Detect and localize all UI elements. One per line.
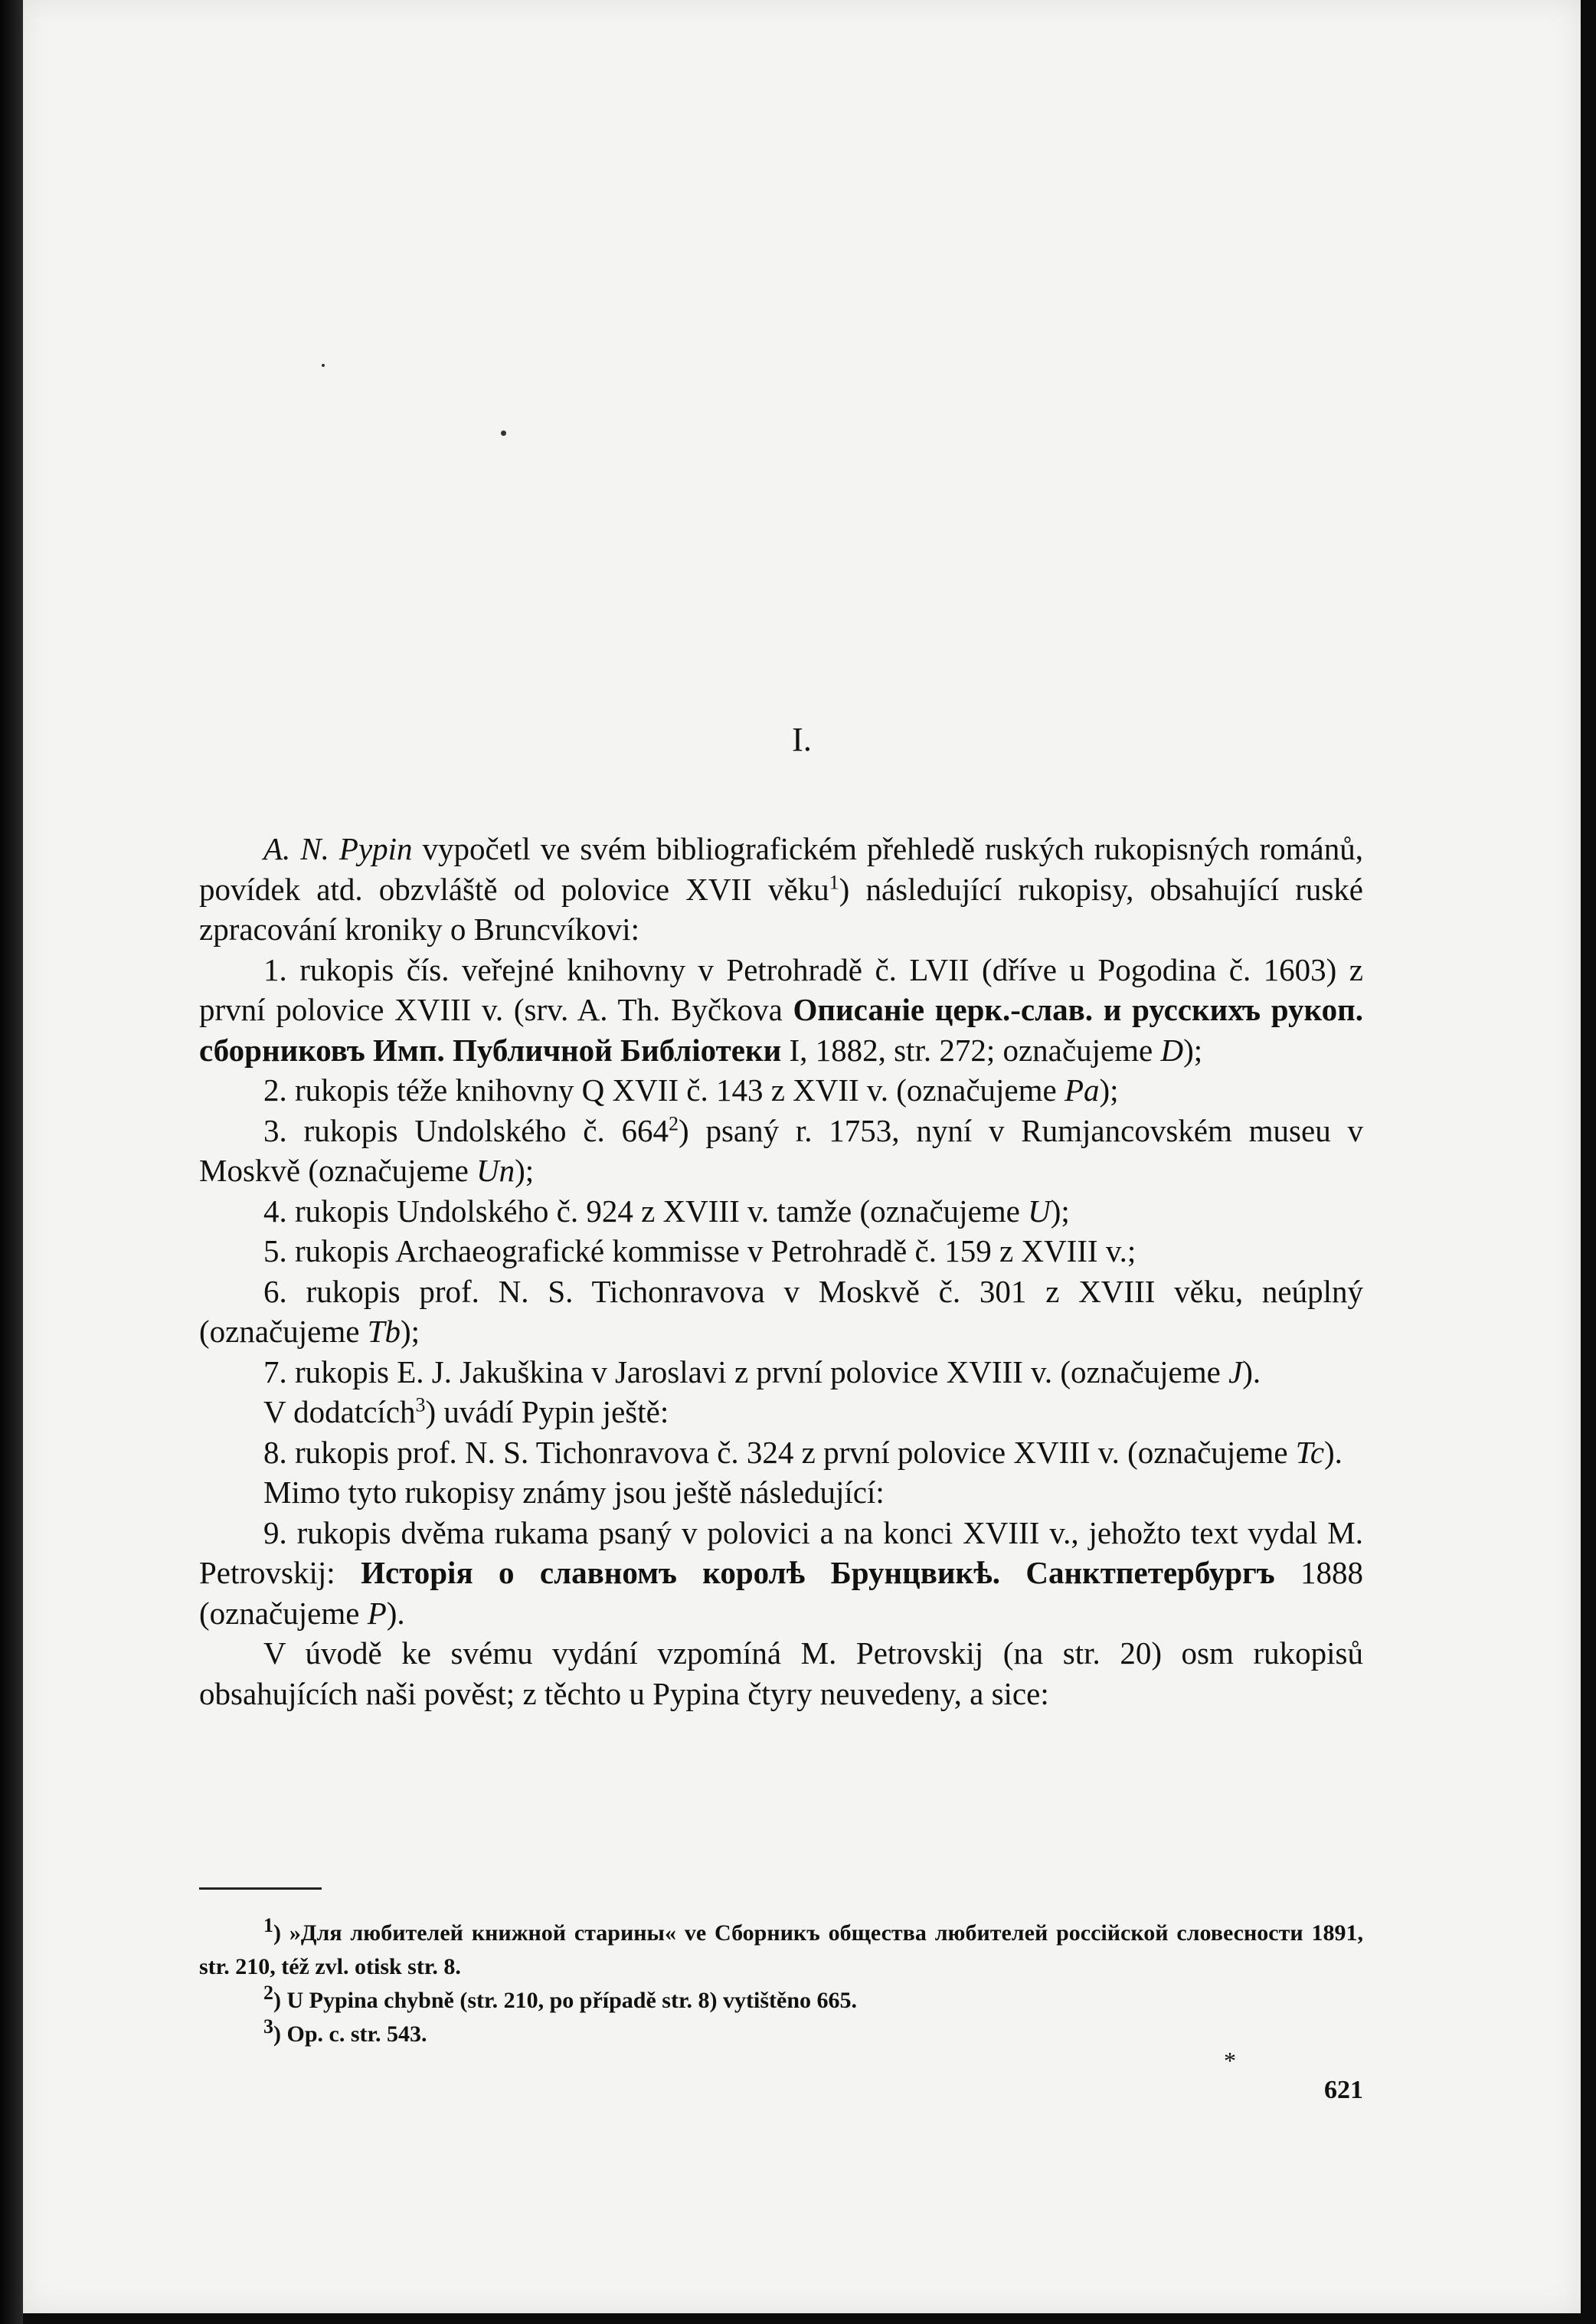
cyrillic-title: Описаніе церк.-слав. и русскихъ рукоп. сборниковъ Имп. Публичной Библіотеки bbox=[199, 992, 1363, 1068]
footnotes bbox=[199, 1916, 1363, 2051]
scan-speck bbox=[322, 364, 325, 367]
footnote-2: $^2$) U Pypina chybně (str. 210, po případě str. 8) vytištěno 665. bbox=[263, 1982, 857, 2013]
list-item: 9. rukopis dvěma rukama psaný v polovici a na konci XVIII v., jehožto text vydal M. Petrovskij: Исторія о славномъ королѣ Брунцвикѣ. Санктпетербургъ 1888 (označujeme P). bbox=[199, 1514, 1363, 1631]
footnote-ref: 3 bbox=[415, 1393, 426, 1416]
document-page bbox=[23, 0, 1581, 2313]
list-item: 6. rukopis prof. N. S. Tichonravova v Moskvě č. 301 z XVIII věku, neúplný (označujeme Tb); bbox=[199, 1273, 1363, 1349]
footnote-3: $^3$) Op. c. str. 543. bbox=[263, 2015, 427, 2047]
section-title: I. bbox=[792, 721, 812, 758]
list-item: 4. rukopis Undolského č. 924 z XVIII v. tamže (označujeme U); bbox=[263, 1193, 1070, 1229]
paragraph-dodatky: V dodatcích$^3$) uvádí Pypin ještě: bbox=[263, 1393, 669, 1429]
siglum: P bbox=[367, 1595, 387, 1631]
siglum: Tc bbox=[1295, 1434, 1325, 1470]
paragraph-intro: A. N. Pypin vypočetl ve svém bibliografickém přehledě ruských rukopisných románů, povídek atd. obzvláště od polovice XVII věku$^1$) následující rukopisy, obsahující ruské zpracování kroniky o Bruncvíkovi: bbox=[199, 831, 1363, 947]
paragraph-mimo: Mimo tyto rukopisy známy jsou ještě následující: bbox=[263, 1475, 885, 1510]
footnote-mark: 3 bbox=[263, 2015, 273, 2038]
siglum: Pa bbox=[1064, 1072, 1100, 1108]
siglum: J bbox=[1228, 1353, 1243, 1389]
list-item: 2. rukopis téže knihovny Q XVII č. 143 z XVII v. (označujeme Pa); bbox=[263, 1072, 1119, 1108]
scan-left-edge bbox=[0, 0, 23, 2324]
siglum: D bbox=[1160, 1032, 1184, 1068]
author-name: A. N. Pypin bbox=[263, 831, 413, 866]
cyrillic-title: Исторія о славномъ королѣ Брунцвикѣ. Санктпетербургъ bbox=[361, 1555, 1275, 1590]
footnote-mark: 1 bbox=[263, 1914, 273, 1936]
page-number: 621 bbox=[1324, 2076, 1363, 2104]
siglum: Un bbox=[476, 1153, 515, 1188]
paragraph-uvod: V úvodě ke svému vydání vzpomíná M. Petrovskij (na str. 20) osm rukopisů obsahujících naši pověst; z těchto u Pypina čtyry neuvedeny, a sice: bbox=[199, 1635, 1363, 1711]
scan-speck bbox=[501, 430, 506, 436]
list-item: 8. rukopis prof. N. S. Tichonravova č. 324 z první polovice XVIII v. (označujeme Tc). bbox=[263, 1434, 1343, 1470]
footnote-ref: 2 bbox=[669, 1111, 679, 1134]
footnote-mark: 2 bbox=[263, 1982, 273, 2004]
signature-star: * bbox=[1224, 2047, 1236, 2074]
list-item: 5. rukopis Archaeografické kommisse v Petrohradě č. 159 z XVIII v.; bbox=[263, 1233, 1136, 1268]
list-item: 7. rukopis E. J. Jakuškina v Jaroslavi z první polovice XVIII v. (označujeme J). bbox=[263, 1353, 1261, 1389]
list-item: 1. rukopis čís. veřejné knihovny v Petrohradě č. LVII (dříve u Pogodina č. 1603) z první polovice XVIII v. (srv. A. Th. Byčkova Описаніе церк.-слав. и русскихъ рукоп. сборниковъ Имп. Публичной Библіотеки I, 1882, str. 272; označujeme D); bbox=[199, 951, 1363, 1068]
footnote-divider bbox=[199, 1887, 322, 1890]
list-item: 3. rukopis Undolského č. $664^2$) psaný r. 1753, nyní v Rumjancovském museu v Moskvě (označujeme Un); bbox=[199, 1111, 1363, 1188]
siglum: U bbox=[1028, 1193, 1051, 1229]
main-text bbox=[199, 829, 1363, 1714]
footnote-ref: 1 bbox=[829, 870, 839, 893]
siglum: Tb bbox=[367, 1314, 401, 1349]
footnote-1: $^1$) »Для любителей книжной старины« ve Сборникъ общества любителей россійской словесности 1891, str. 210, též zvl. otisk str. 8. bbox=[199, 1914, 1363, 1979]
